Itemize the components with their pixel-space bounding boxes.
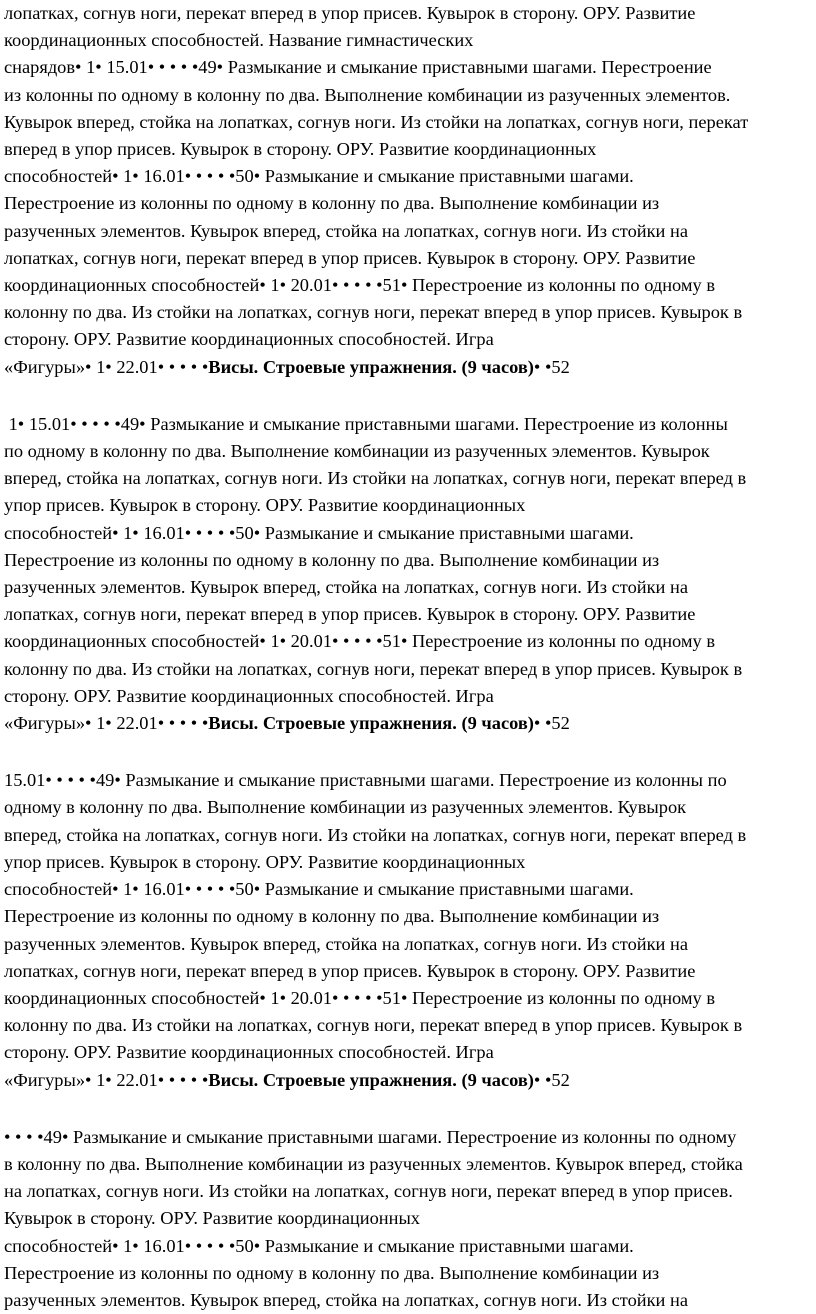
text-line: колонну по два. Из стойки на лопатках, согнув ноги, перекат вперед в упор присев. Кувырок в bbox=[4, 658, 743, 679]
text-line: разученных элементов. Кувырок вперед, стойка на лопатках, согнув ноги. Из стойки на bbox=[4, 1289, 688, 1310]
paragraph-gap bbox=[4, 1094, 812, 1124]
text-line: • • • •49• Размыкание и смыкание приставными шагами. Перестроение из колонны по одному bbox=[4, 1126, 737, 1147]
text-line: координационных способностей. Название гимнастических bbox=[4, 30, 474, 51]
section-heading-line bbox=[4, 710, 812, 737]
text-line: разученных элементов. Кувырок вперед, стойка на лопатках, согнув ноги. Из стойки на bbox=[4, 933, 688, 954]
text-line: на лопатках, согнув ноги. Из стойки на лопатках, согнув ноги, перекат вперед в упор присев. bbox=[4, 1181, 733, 1202]
text-line: лопатках, согнув ноги, перекат вперед в упор присев. Кувырок в сторону. ОРУ. Развитие bbox=[4, 247, 696, 268]
text-line: в колонну по два. Выполнение комбинации из разученных элементов. Кувырок вперед, стойка bbox=[4, 1153, 743, 1174]
text-line: координационных способностей• 1• 20.01• • • • •51• Перестроение из колонны по одному в bbox=[4, 987, 716, 1008]
line-suffix: • •52 bbox=[533, 356, 570, 377]
text-line: Кувырок вперед, стойка на лопатках, согнув ноги. Из стойки на лопатках, согнув ноги, перекат bbox=[4, 111, 749, 132]
paragraph-gap bbox=[4, 737, 812, 767]
text-line: сторону. ОРУ. Развитие координационных способностей. Игра bbox=[4, 1042, 494, 1063]
line-suffix: • •52 bbox=[533, 713, 570, 734]
text-line: по одному в колонну по два. Выполнение комбинации из разученных элементов. Кувырок bbox=[4, 441, 710, 462]
paragraph-2 bbox=[4, 411, 812, 737]
document-page bbox=[4, 0, 812, 1314]
section-heading: Висы. Строевые упражнения. (9 часов) bbox=[208, 356, 534, 377]
section-heading: Висы. Строевые упражнения. (9 часов) bbox=[208, 713, 534, 734]
text-line: лопатках, согнув ноги, перекат вперед в упор присев. Кувырок в сторону. ОРУ. Развитие bbox=[4, 960, 696, 981]
text-line: Кувырок в сторону. ОРУ. Развитие координационных bbox=[4, 1208, 421, 1229]
text-line: способностей• 1• 16.01• • • • •50• Размыкание и смыкание приставными шагами. bbox=[4, 1235, 634, 1256]
line-prefix: «Фигуры»• 1• 22.01• • • • • bbox=[4, 713, 209, 734]
section-heading-line bbox=[4, 354, 812, 381]
text-line: вперед, стойка на лопатках, согнув ноги. Из стойки на лопатках, согнув ноги, перекат вперед в bbox=[4, 468, 747, 489]
text-line: вперед в упор присев. Кувырок в сторону. ОРУ. Развитие координационных bbox=[4, 139, 597, 160]
text-line: сторону. ОРУ. Развитие координационных способностей. Игра bbox=[4, 685, 494, 706]
text-line: упор присев. Кувырок в сторону. ОРУ. Развитие координационных bbox=[4, 851, 526, 872]
text-line: упор присев. Кувырок в сторону. ОРУ. Развитие координационных bbox=[4, 495, 526, 516]
text-line: Перестроение из колонны по одному в колонну по два. Выполнение комбинации из bbox=[4, 193, 660, 214]
text-line: лопатках, согнув ноги, перекат вперед в упор присев. Кувырок в сторону. ОРУ. Развитие bbox=[4, 3, 696, 23]
text-line: Перестроение из колонны по одному в колонну по два. Выполнение комбинации из bbox=[4, 549, 660, 570]
section-heading: Висы. Строевые упражнения. (9 часов) bbox=[208, 1069, 534, 1090]
text-line: координационных способностей• 1• 20.01• • • • •51• Перестроение из колонны по одному в bbox=[4, 275, 716, 296]
text-line: Перестроение из колонны по одному в колонну по два. Выполнение комбинации из bbox=[4, 906, 660, 927]
text-line: Перестроение из колонны по одному в колонну по два. Выполнение комбинации из bbox=[4, 1262, 660, 1283]
text-line: одному в колонну по два. Выполнение комбинации из разученных элементов. Кувырок bbox=[4, 797, 687, 818]
text-line: колонну по два. Из стойки на лопатках, согнув ноги, перекат вперед в упор присев. Кувырок в bbox=[4, 1015, 743, 1036]
text-line: координационных способностей• 1• 20.01• • • • •51• Перестроение из колонны по одному в bbox=[4, 631, 716, 652]
section-heading-line bbox=[4, 1067, 812, 1094]
text-line: разученных элементов. Кувырок вперед, стойка на лопатках, согнув ноги. Из стойки на bbox=[4, 577, 688, 598]
paragraph-3 bbox=[4, 767, 812, 1093]
text-line: колонну по два. Из стойки на лопатках, согнув ноги, перекат вперед в упор присев. Кувырок в bbox=[4, 302, 743, 323]
line-suffix: • •52 bbox=[533, 1069, 570, 1090]
text-line: из колонны по одному в колонну по два. Выполнение комбинации из разученных элементов. bbox=[4, 84, 731, 105]
text-line: способностей• 1• 16.01• • • • •50• Размыкание и смыкание приставными шагами. bbox=[4, 166, 634, 187]
text-line: способностей• 1• 16.01• • • • •50• Размыкание и смыкание приставными шагами. bbox=[4, 522, 634, 543]
text-line: разученных элементов. Кувырок вперед, стойка на лопатках, согнув ноги. Из стойки на bbox=[4, 220, 688, 241]
paragraph-4 bbox=[4, 1124, 812, 1314]
text-line: лопатках, согнув ноги, перекат вперед в упор присев. Кувырок в сторону. ОРУ. Развитие bbox=[4, 604, 696, 625]
text-line: сторону. ОРУ. Развитие координационных способностей. Игра bbox=[4, 329, 494, 350]
paragraph-1 bbox=[4, 0, 812, 381]
line-prefix: «Фигуры»• 1• 22.01• • • • • bbox=[4, 1069, 209, 1090]
paragraph-gap bbox=[4, 381, 812, 411]
text-line: снарядов• 1• 15.01• • • • •49• Размыкание и смыкание приставными шагами. Перестроение bbox=[4, 57, 712, 78]
text-line: 1• 15.01• • • • •49• Размыкание и смыкание приставными шагами. Перестроение из колонны bbox=[4, 413, 728, 434]
text-line: 15.01• • • • •49• Размыкание и смыкание приставными шагами. Перестроение из колонны по bbox=[4, 770, 727, 791]
text-line: вперед, стойка на лопатках, согнув ноги. Из стойки на лопатках, согнув ноги, перекат вперед в bbox=[4, 824, 747, 845]
text-line: способностей• 1• 16.01• • • • •50• Размыкание и смыкание приставными шагами. bbox=[4, 879, 634, 900]
line-prefix: «Фигуры»• 1• 22.01• • • • • bbox=[4, 356, 209, 377]
